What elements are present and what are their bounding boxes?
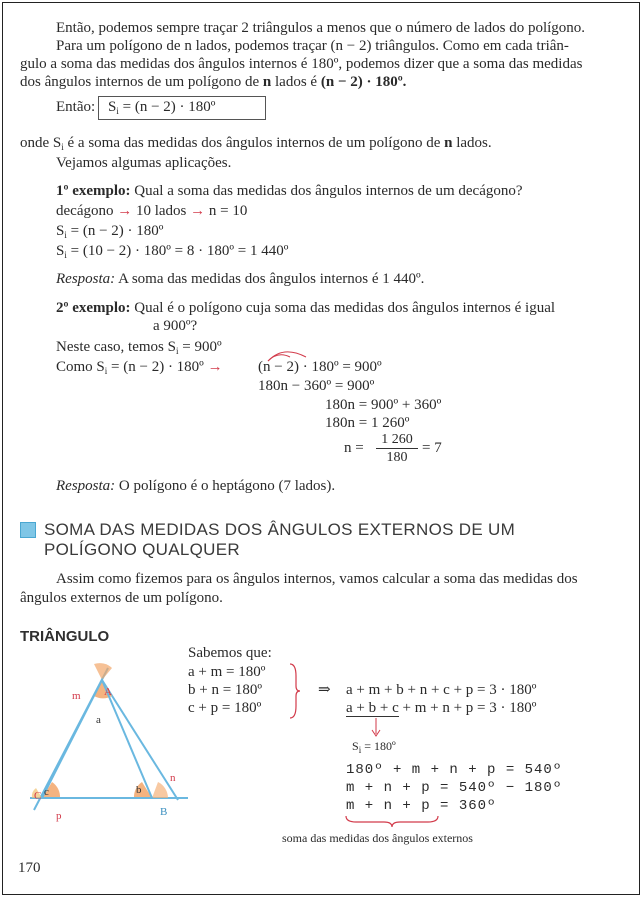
para1-line3: gulo a soma das medidas dos ângulos internos é 180º, podemos dizer que a soma das medidas <box>20 56 583 72</box>
intro-line1: Assim como fizemos para os ângulos internos, vamos calcular a soma das medidas dos <box>56 571 578 587</box>
fraction-denominator: 180 <box>386 450 408 465</box>
formula-text: $S_i = (n - 2)$ · 180º <box>108 99 216 116</box>
angle-label-a: a <box>96 714 101 726</box>
equation-a-m: a + m = 180º <box>188 664 266 680</box>
vejamos-line: Vejamos algumas aplicações. <box>56 155 232 171</box>
triangle-heading: TRIÂNGULO <box>20 628 110 645</box>
angle-label-c: c <box>44 786 49 798</box>
equation-b-n: b + n = 180º <box>188 682 263 698</box>
example2-step4: 180n = 1 260º <box>325 415 410 431</box>
angle-label-b: b <box>136 784 142 796</box>
formula-intro: Então: <box>56 99 96 115</box>
example2-question: 2º exemplo: Qual é o polígono cuja soma das medidas dos ângulos internos é igual <box>56 300 556 316</box>
para1-line2: Para um polígono de n lados, podemos traçar (n − 2) triângulos. Como em cada triân- <box>56 38 569 54</box>
vertex-label-C: C <box>34 790 42 802</box>
example2-step2: 180n − 360º = 900º <box>258 378 375 394</box>
sabemos-que: Sabemos que: <box>188 645 272 661</box>
result-line1: a + m + b + n + c + p = 3 · 180º <box>346 682 537 698</box>
section-title-line1: SOMA DAS MEDIDAS DOS ÂNGULOS EXTERNOS DE UM <box>44 520 516 539</box>
example2-step1: (n − 2) · 180º = 900º <box>258 359 382 375</box>
equation-c-p: c + p = 180º <box>188 700 262 716</box>
page-number: 170 <box>18 860 41 876</box>
example2-step3: 180n = 900º + 360º <box>325 397 442 413</box>
result-line5: m + n + p = 360º <box>346 798 497 814</box>
implies-icon: ⇒ <box>318 682 331 698</box>
result-line2: a + b + c + m + n + p = 3 · 180º <box>346 700 537 716</box>
angle-label-p: p <box>56 810 62 822</box>
brace-icon <box>288 662 302 720</box>
para1-line4: dos ângulos internos de um polígono de n lados é (n − 2) · 180º. <box>20 74 407 90</box>
vertex-label-B: B <box>160 806 168 818</box>
external-angles-caption: soma das medidas dos ângulos externos <box>282 831 473 845</box>
example2-answer: Resposta: O polígono é o heptágono (7 lados). <box>56 478 336 494</box>
underbrace-icon <box>344 814 440 828</box>
para1-line1: Então, podemos sempre traçar 2 triângulos a menos que o número de lados do polígono. <box>56 20 586 36</box>
result-line4: m + n + p = 540º − 180º <box>346 780 563 796</box>
section-square-icon <box>20 522 36 538</box>
arrow-right-icon: → <box>207 359 223 375</box>
triangle-figure <box>28 650 208 830</box>
intro-line2: ângulos externos de um polígono. <box>20 590 223 606</box>
arrow-down-icon <box>370 718 382 738</box>
onde-line: onde $S_i$ é a soma das medidas dos ângulos internos de um polígono de n lados. <box>20 135 492 152</box>
example1-question: 1º exemplo: Qual a soma das medidas dos ângulos internos de um decágono? <box>56 183 523 199</box>
example2-question-cont: a 900º? <box>153 318 198 334</box>
si-equals-180: $S_i$ = 180º <box>352 739 396 755</box>
example2-neste: Neste caso, temos $S_i$ = 900º <box>56 339 222 356</box>
fraction-numerator: 1 260 <box>376 432 418 449</box>
angle-label-n: n <box>170 772 176 784</box>
angle-label-m: m <box>72 690 81 702</box>
example1-line1: decágono → 10 lados → n = 10 <box>56 203 248 219</box>
result-line3: 180º + m + n + p = 540º <box>346 762 563 778</box>
example2-step5-lhs: n = <box>344 440 364 456</box>
example1-line2: $S_i = (n - 2)$ · 180º <box>56 223 164 240</box>
arrow-right-icon: → <box>117 203 133 219</box>
example2-como: Como $S_i = (n - 2)$ · 180º → <box>56 359 223 376</box>
vertex-label-A: A <box>104 686 112 698</box>
section-title-line2: POLÍGONO QUALQUER <box>44 540 240 559</box>
example2-step5-rhs: = 7 <box>422 440 442 456</box>
example1-line3: $S_i = (10 - 2)$ · 180º = 8 · 180º = 1 440º <box>56 243 289 260</box>
arrow-right-icon: → <box>190 203 206 219</box>
example1-answer: Resposta: A soma das medidas dos ângulos internos é 1 440º. <box>56 271 425 287</box>
